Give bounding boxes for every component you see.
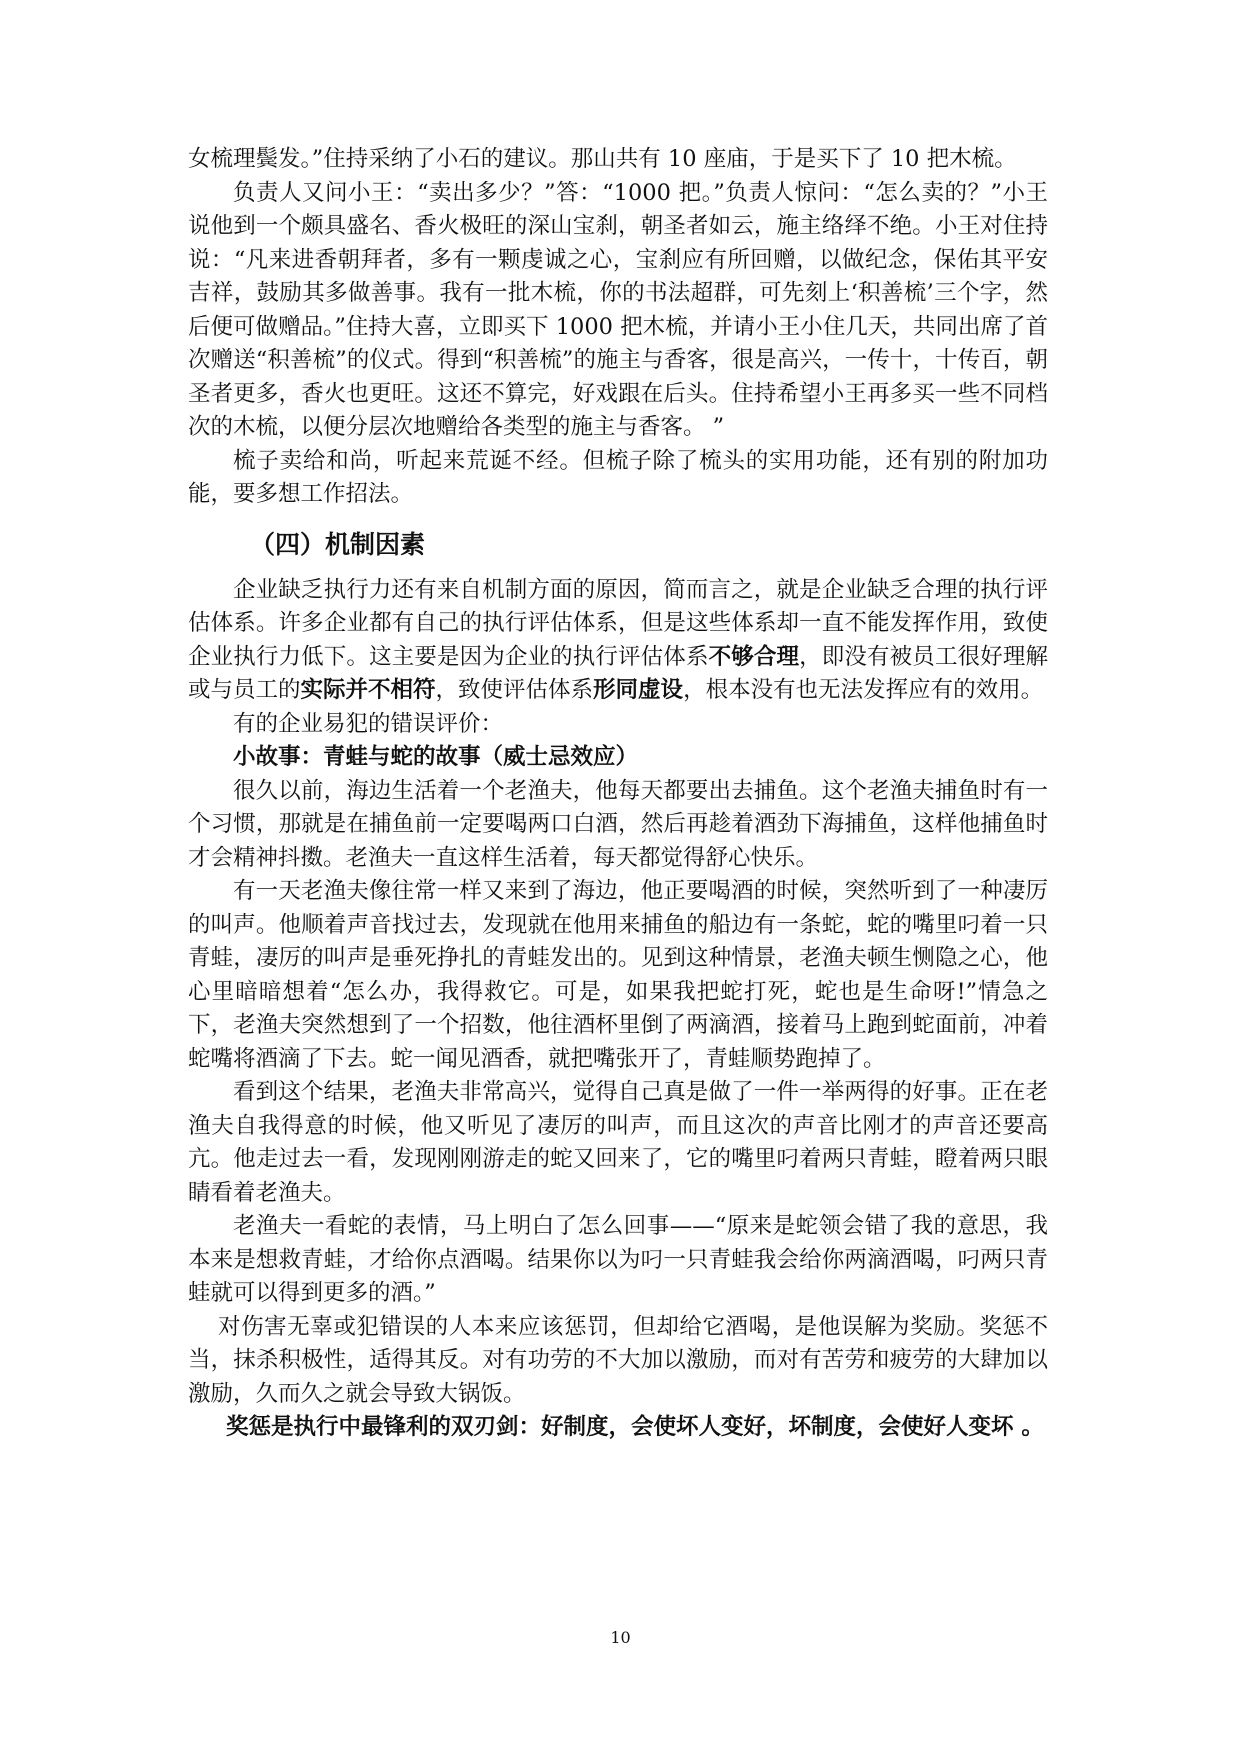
emphasis-useless: 形同虚设 — [593, 677, 684, 703]
paragraph-comb-story-end: 女梳理鬓发。”住持采纳了小石的建议。那山共有 10 座庙，于是买下了 10 把木梳。 — [188, 146, 1017, 172]
paragraph-key-point: 奖惩是执行中最锋利的双刃剑：好制度，会使坏人变好，坏制度，会使好人变坏 。 — [226, 1414, 1044, 1440]
text-span: ，致使评估体系 — [435, 677, 594, 703]
paragraph-result: 看到这个结果，老渔夫非常高兴，觉得自己真是做了一件一举两得的好事。正在老渔夫自我得意的时候，他又听见了凄厉的叫声，而且这次的声音比刚才的声音还要高亢。他走过去一看，发现刚刚游走的蛇又回来了，它的嘴里叼着两只青蛙，瞪着两只眼睛看着老渔夫。 — [188, 1079, 1048, 1206]
text-span: 企业缺乏执行力还有来自机制方面的原因，简而言之，就是企业缺乏合理的执行评估体系。许多企业都有自己的执行评估体系，但是这些体系却一直不能发挥作用，致使企业执行力低下。这主要是因为企业的执行评估体系 — [188, 576, 1048, 670]
text-span: ，即没有被员工很好理解或与员工的 — [188, 643, 1048, 703]
paragraph-wrong-evaluation: 有的企业易犯的错误评价： — [233, 710, 504, 737]
paragraph-snake-frog: 有一天老渔夫像往常一样又来到了海边，他正要喝酒的时候，突然听到了一种凄厉的叫声。他顺着声音找过去，发现就在他用来捕鱼的船边有一条蛇，蛇的嘴里叼着一只青蛙，凄厉的叫声是垂死挣扎的青蛙发出的。见到这种情景，老渔夫顿生恻隐之心，他心里暗暗想着“怎么办，我得救它。可是，如果我把蛇打死，蛇也是生命呀!”情急之下，老渔夫突然想到了一个招数，他往酒杯里倒了两滴酒，接着马上跑到蛇面前，冲着蛇嘴将酒滴了下去。蛇一闻见酒香，就把嘴张开了，青蛙顺势跑掉了。 — [188, 878, 1048, 1072]
paragraph-mechanism — [188, 574, 1048, 708]
paragraph-realization: 老渔夫一看蛇的表情，马上明白了怎么回事——“原来是蛇领会错了我的意思，我本来是想救青蛙，才给你点酒喝。结果你以为叼一只青蛙我会给你两滴酒喝，叼两只青蛙就可以得到更多的酒。” — [188, 1213, 1048, 1306]
story-title: 小故事：青蛙与蛇的故事（威士忌效应） — [233, 744, 639, 770]
body-text — [188, 143, 1048, 1445]
emphasis-not-match: 实际并不相符 — [300, 677, 436, 703]
page-number: 10 — [610, 1628, 631, 1647]
paragraph-fisherman: 很久以前，海边生活着一个老渔夫，他每天都要出去捕鱼。这个老渔夫捕鱼时有一个习惯，那就是在捕鱼前一定要喝两口白酒，然后再趁着酒劲下海捕鱼，这样他捕鱼时才会精神抖擞。老渔夫一直这样生活着，每天都觉得舒心快乐。 — [188, 777, 1048, 871]
text-span: ，根本没有也无法发挥应有的效用。 — [683, 677, 1044, 703]
section-heading: （四）机制因素 — [250, 529, 426, 559]
paragraph-moral: 对伤害无辜或犯错误的人本来应该惩罚，但却给它酒喝，是他误解为奖励。奖惩不当，抹杀积极性，适得其反。对有功劳的不大加以激励，而对有苦劳和疲劳的大肆加以激励，久而久之就会导致大锅饭。 — [188, 1313, 1048, 1407]
paragraph-comb-conclusion: 梳子卖给和尚，听起来荒诞不经。但梳子除了梳头的实用功能，还有别的附加功能，要多想工作招法。 — [188, 447, 1048, 507]
paragraph-xiaowang-story: 负责人又问小王：“卖出多少？”答：“1000 把。”负责人惊问：“怎么卖的？”小王说他到一个颇具盛名、香火极旺的深山宝刹，朝圣者如云，施主络绎不绝。小王对住持说：“凡来进香朝拜者，多有一颗虔诚之心，宝刹应有所回赠，以做纪念，保佑其平安吉祥，鼓励其多做善事。我有一批木梳，你的书法超群，可先刻上‘积善梳’三个字，然后便可做赠品。”住持大喜，立即买下 1000 把木梳，并请小王小住几天，共同出席了首次赠送“积善梳”的仪式。得到“积善梳”的施主与香客，很是高兴，一传十，十传百，朝圣者更多，香火也更旺。这还不算完，好戏跟在后头。住持希望小王再多买一些不同档次的木梳，以便分层次地赠给各类型的施主与香客。 ” — [188, 179, 1048, 440]
emphasis-not-reasonable: 不够合理 — [708, 643, 800, 670]
